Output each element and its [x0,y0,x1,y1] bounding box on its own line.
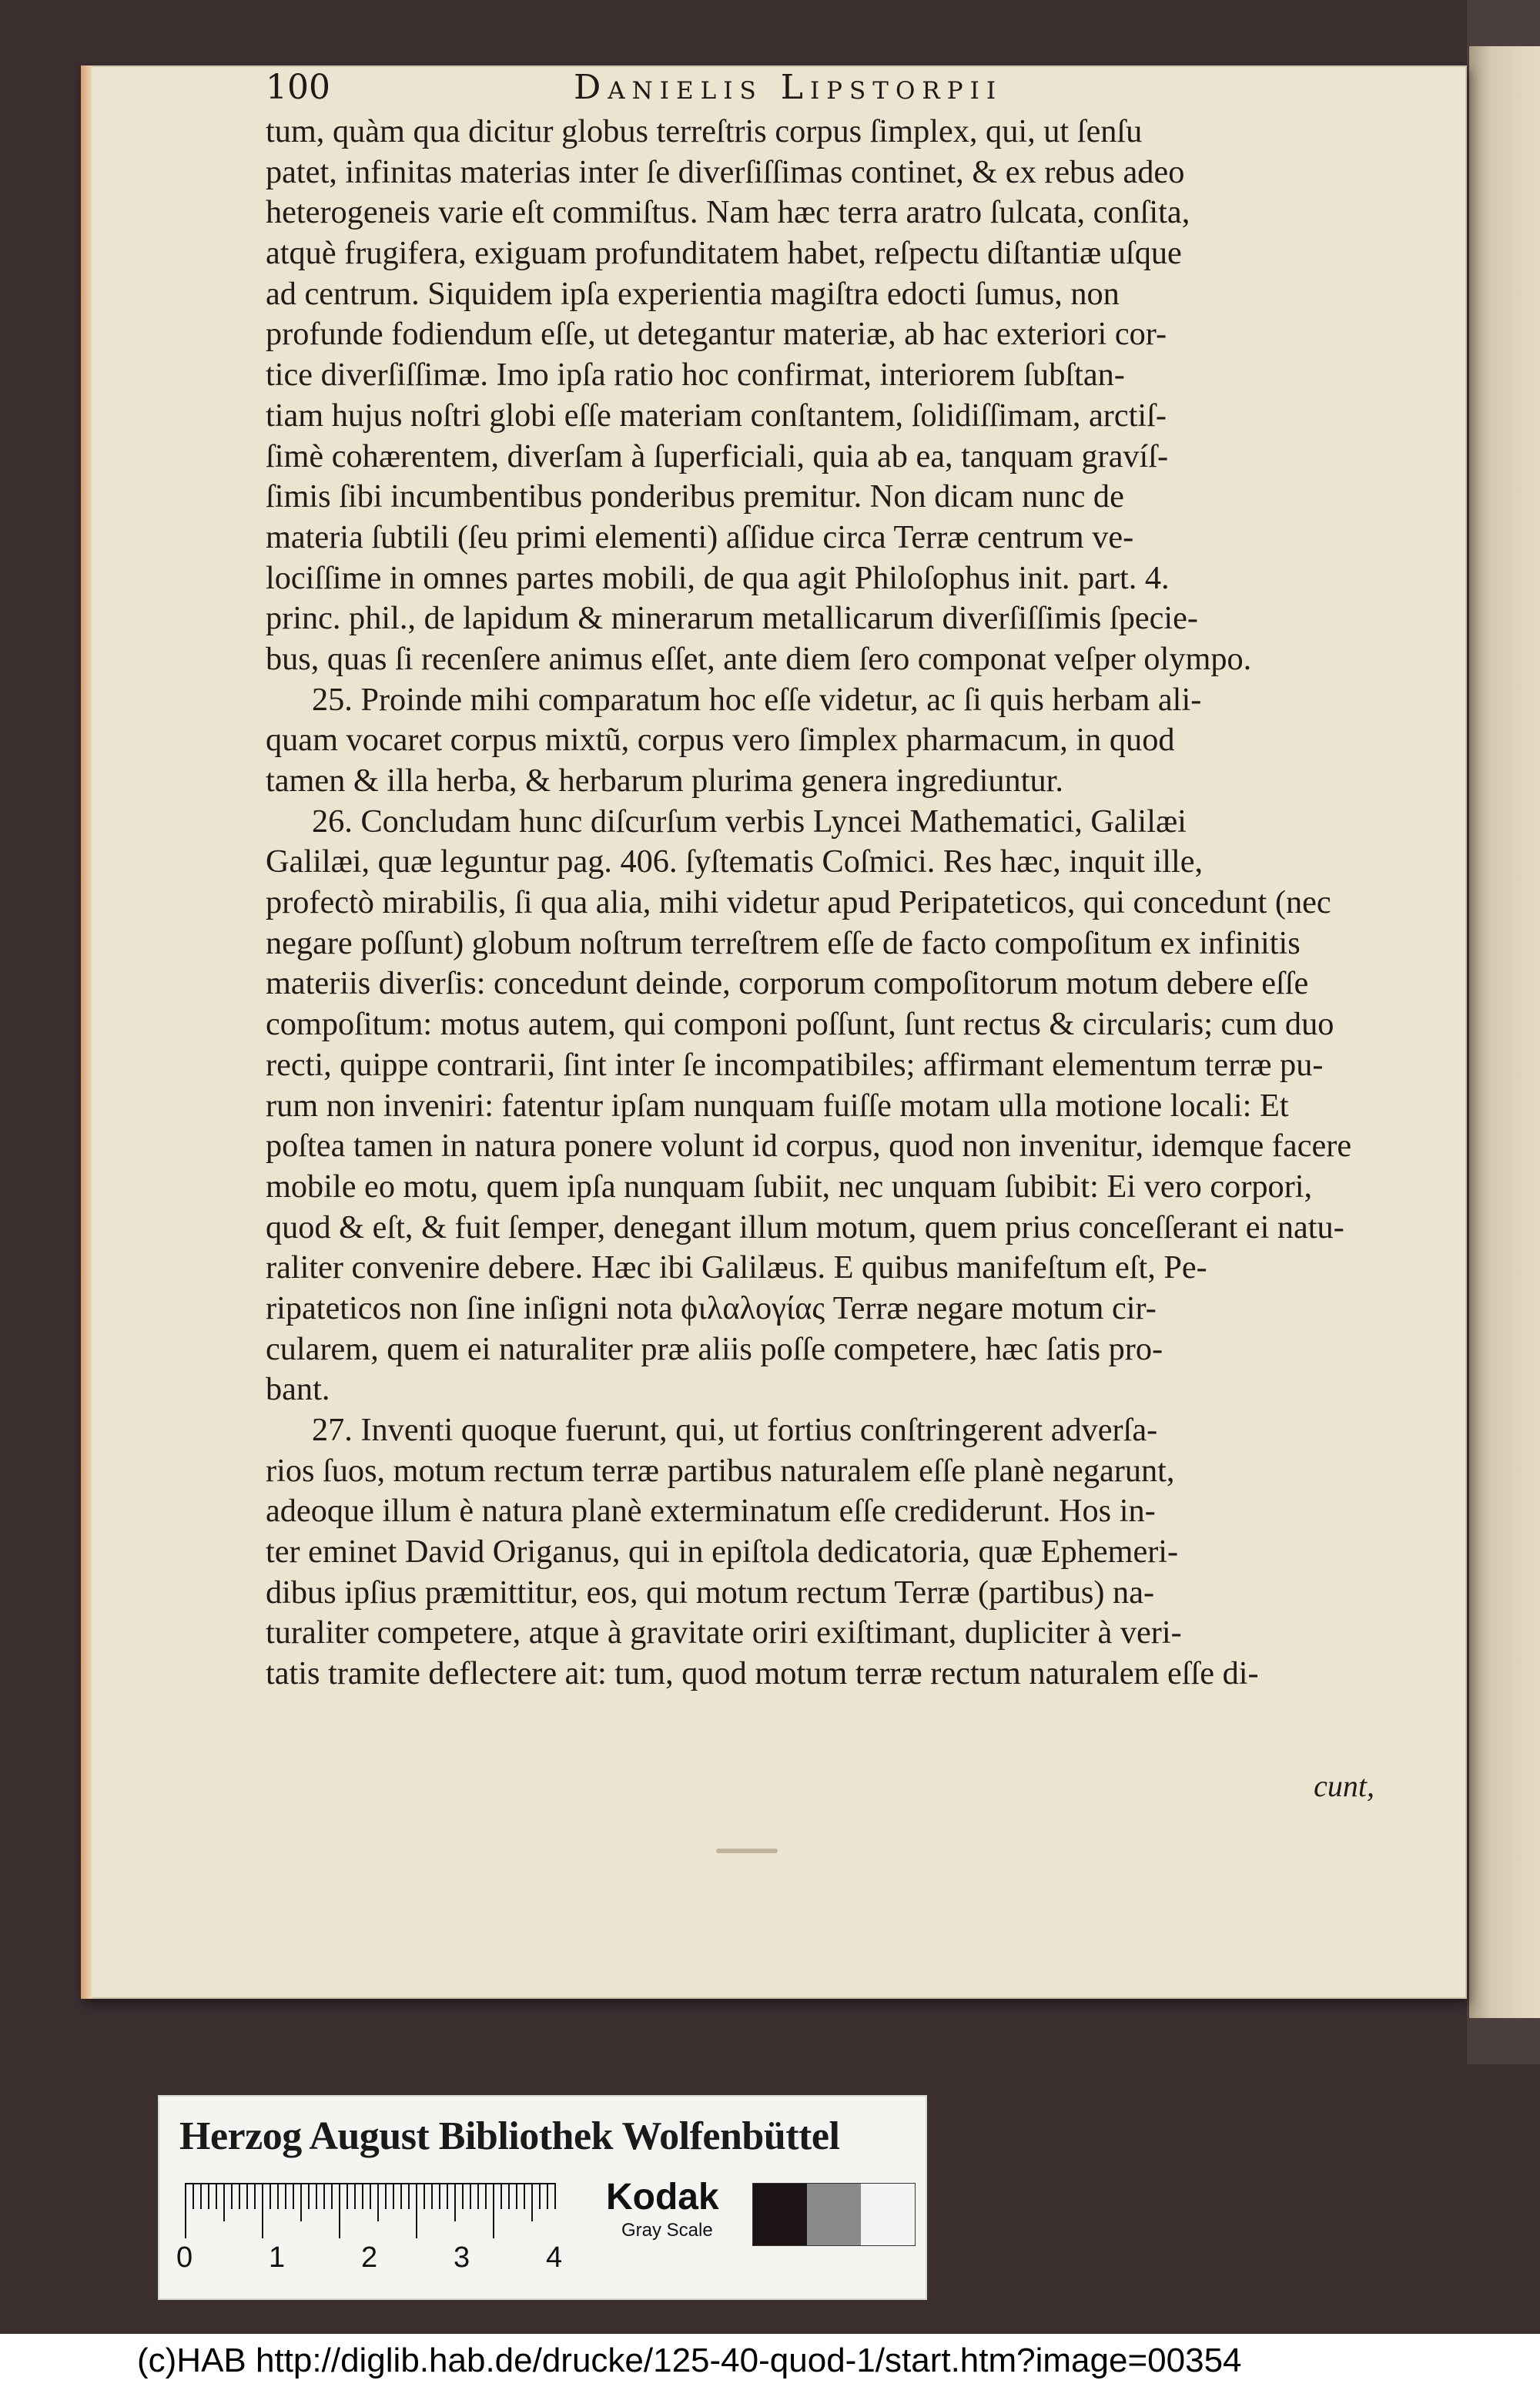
text-line: recti, quippe contrarii, ſint inter ſe incompatibiles; affirmant elementum terræ pu- [266,1046,1324,1083]
text-line: quam vocaret corpus mixtũ, corpus vero ſimplex pharmacum, in quod [266,722,1175,759]
text-line: adeoque illum è natura planè exterminatum eſſe crediderunt. Hos in- [266,1493,1156,1530]
copyright-url: (c)HAB http://diglib.hab.de/drucke/125-40-quod-1/start.htm?image=00354 [137,2342,1242,2379]
text-line: poſtea tamen in natura ponere volunt id corpus, quod non invenitur, idemque facere [266,1128,1352,1165]
text-line: tatis tramite deflectere ait: tum, quod motum terræ rectum naturalem eſſe di- [266,1655,1259,1692]
text-line: materia ſubtili (ſeu primi elementi) aſſidue circa Terræ centrum ve- [266,518,1134,555]
text-line: profunde fodiendum eſſe, ut detegantur materiæ, ab hac exteriori cor- [266,316,1167,353]
gray-patches [752,2183,916,2246]
gray-scale-label: Gray Scale [621,2220,713,2241]
text-line: atquè frugifera, exiguam profunditatem habet, reſpectu diſtantiæ uſque [266,235,1182,272]
ruler-numbers [176,2241,731,2280]
text-line: ter eminet David Origanus, qui in epiſtola dedicatoria, quæ Ephemeri- [266,1534,1179,1571]
text-line: 27. Inventi quoque fuerunt, qui, ut fortius conſtringerent adverſa- [312,1412,1158,1448]
library-name: Herzog August Bibliothek Wolfenbüttel [179,2114,840,2158]
ruler-number: 3 [454,2241,470,2274]
kodak-logo: Kodak [606,2177,719,2218]
text-line: heterogeneis varie eſt commiſtus. Nam hæc terra aratro ſulcata, conſita, [266,194,1190,231]
ruler-number: 4 [546,2241,563,2274]
gray-patch-mid [807,2184,861,2245]
text-line: tice diverſiſſimæ. Imo ipſa ratio hoc confirmat, interiorem ſubſtan- [266,357,1125,394]
running-title: Danielis Lipstorpii [574,68,1003,107]
text-line: 26. Concludam hunc diſcurſum verbis Lyncei Mathematici, Galilæi [312,803,1187,840]
text-line: raliter convenire debere. Hæc ibi Galilæus. E quibus manifeſtum eſt, Pe- [266,1249,1207,1286]
page-number: 100 [266,68,330,107]
text-line: ripateticos non ſine inſigni nota ϕιλαλογίας Terræ negare motum cir- [266,1289,1157,1326]
text-line: rios ſuos, motum rectum terræ partibus naturalem eſſe planè negarunt, [266,1452,1175,1489]
ruler-number: 0 [176,2241,193,2274]
text-line: compoſitum: motus autem, qui componi poſſunt, ſunt rectus & circularis; cum duo [266,1006,1334,1043]
text-line: bus, quas ſi recenſere animus eſſet, ante diem ſero componat veſper olympo. [266,640,1252,677]
gray-patch-light [861,2184,915,2245]
ruler-number: 1 [269,2241,286,2274]
text-line: mobile eo motu, quem ipſa nunquam ſubiit, nec unquam ſubibit: Ei vero corpori, [266,1168,1313,1205]
footer-bar [0,2334,1540,2387]
text-line: rum non inveniri: fatentur ipſam nunquam fuiſſe motam ulla motione locali: Et [266,1087,1289,1124]
ruler-number: 2 [361,2241,378,2274]
text-line: ſimis ſibi incumbentibus ponderibus premitur. Non dicam nunc de [266,478,1124,515]
text-line: 25. Proinde mihi comparatum hoc eſſe videtur, ac ſi quis herbam ali- [312,681,1202,718]
body-text [266,112,1374,1695]
text-line: princ. phil., de lapidum & minerarum metallicarum diverſiſſimis ſpecie- [266,600,1198,637]
text-line: tum, quàm qua dicitur globus terreſtris corpus ſimplex, qui, ut ſenſu [266,113,1143,149]
text-line: cularem, quem ei naturaliter præ aliis poſſe competere, hæc ſatis pro- [266,1330,1163,1367]
text-line: tamen & illa herba, & herbarum plurima genera ingrediuntur. [266,763,1063,799]
text-line: Galilæi, quæ leguntur pag. 406. ſyſtematis Coſmici. Res hæc, inquit ille, [266,843,1204,880]
gray-patch-dark [753,2184,807,2245]
page-smudge [716,1849,778,1853]
catchword: cunt, [1314,1768,1374,1803]
text-line: lociſſime in omnes partes mobili, de qua agit Philoſophus init. part. 4. [266,559,1170,596]
adjacent-page-edge [1469,46,1540,2018]
text-line: materiis diverſis: concedunt deinde, corporum compoſitorum motum debere eſſe [266,965,1309,1002]
text-line: patet, infinitas materias inter ſe diverſiſſimas continet, & ex rebus adeo [266,153,1185,190]
text-line: ſimè cohærentem, diverſam à ſuperficiali, quia ab ea, tanquam gravíſ- [266,438,1169,474]
text-line: tiam hujus noſtri globi eſſe materiam conſtantem, ſolidiſſimam, arctiſ- [266,397,1167,434]
text-line: negare poſſunt) globum noſtrum terreſtrem eſſe de facto compoſitum ex infinitis [266,924,1301,961]
color-calibration-target [158,2095,927,2300]
text-line: ad centrum. Siquidem ipſa experientia magiſtra edocti ſumus, non [266,275,1120,312]
text-line: bant. [266,1371,330,1408]
text-line: quod & eſt, & fuit ſemper, denegant illum motum, quem prius conceſſerant ei natu- [266,1209,1344,1245]
text-line: dibus ipſius præmittitur, eos, qui motum rectum Terræ (partibus) na- [266,1574,1155,1611]
text-line: profectò mirabilis, ſi qua alia, mihi videtur apud Peripateticos, qui concedunt (nec [266,884,1331,921]
text-line: turaliter competere, atque à gravitate oriri exiſtimant, dupliciter à veri- [266,1614,1182,1651]
